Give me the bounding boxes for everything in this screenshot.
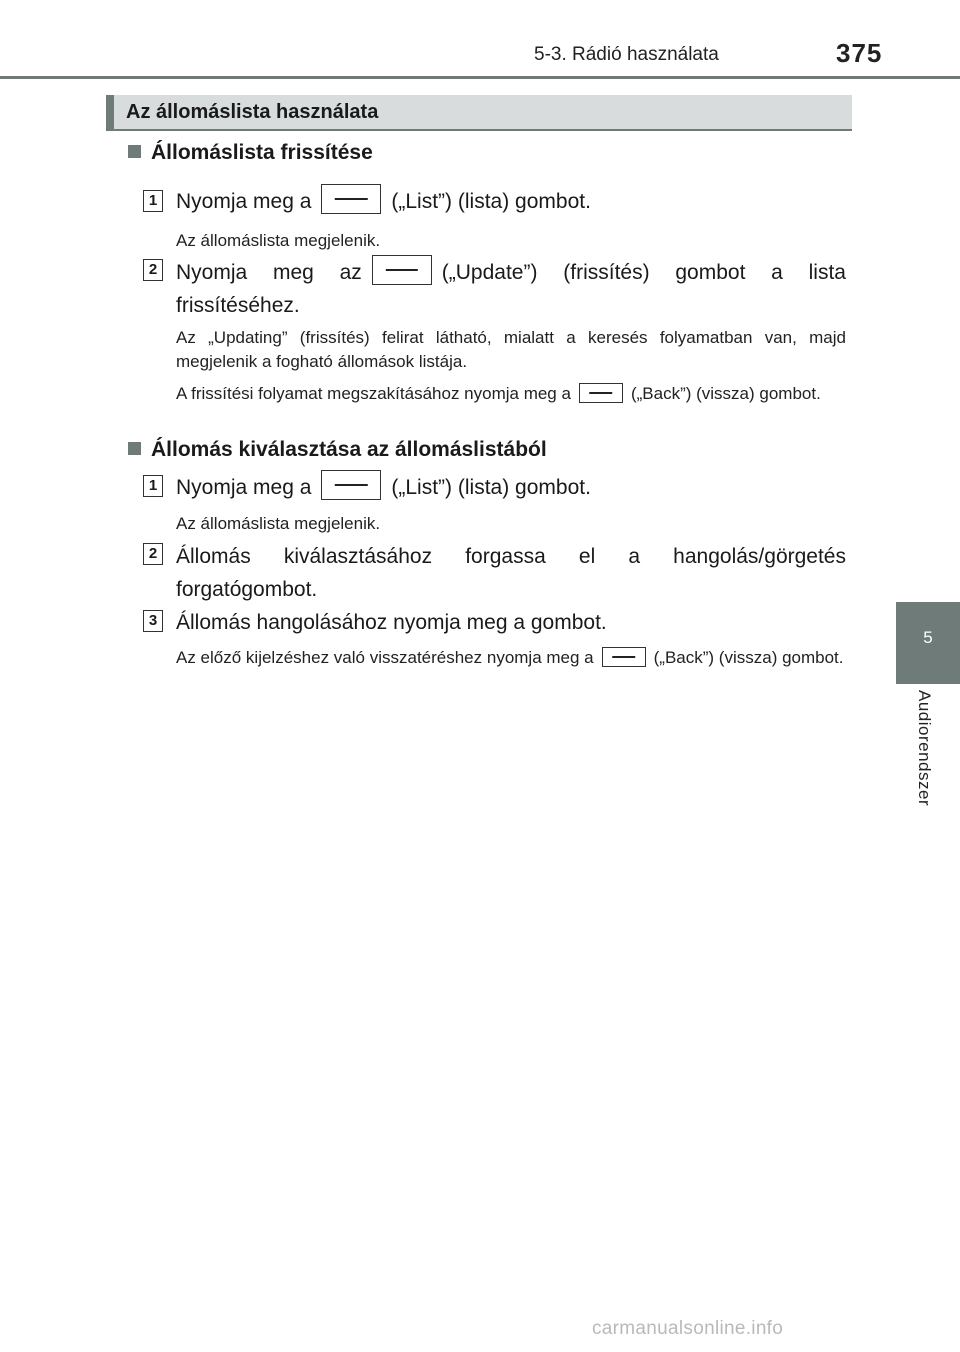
square-bullet-icon [128, 145, 141, 158]
section-heading-bar [106, 95, 852, 131]
step-text: Állomás kiválasztásához forgassa el a hangolás/görgetés forgatógombot. [176, 545, 846, 601]
step-number: 2 [143, 543, 163, 565]
subsection-heading: Állomáslista frissítése [128, 141, 373, 165]
step-text: Nyomja meg a („List”) (lista) gombot. [176, 185, 846, 218]
step-note: Az előző kijelzéshez való visszatéréshez nyomja meg a („Back”) (vissza) gombot. [176, 648, 844, 667]
step-text: Nyomja meg a („List”) (lista) gombot. [176, 471, 846, 504]
list-button-icon [321, 184, 381, 214]
running-header-section: 5-3. Rádió használata [534, 44, 719, 65]
watermark: carmanualsonline.info [592, 1318, 784, 1339]
back-button-icon [602, 647, 646, 667]
step-note: Az állomáslista megjelenik. [176, 231, 381, 250]
step-number: 1 [143, 475, 163, 497]
header-rule [0, 76, 960, 79]
chapter-number: 5 [923, 628, 933, 647]
step-text: Nyomja meg az („Update”) (frissítés) gombot a lista frissítéséhez. [176, 256, 846, 322]
step-note: A frissítési folyamat megszakításához nyomja meg a („Back”) (vissza) gombot. [176, 384, 821, 403]
subsection-heading: Állomás kiválasztása az állomáslistából [128, 438, 547, 462]
step-number: 3 [143, 610, 163, 632]
step-number: 1 [143, 190, 163, 212]
step-text: Állomás hangolásához nyomja meg a gombot. [176, 611, 607, 634]
step-note: Az „Updating” (frissítés) felirat látható, mialatt a keresés folyamatban van, majd megjelenik a fogható állomások listája. [176, 328, 846, 371]
square-bullet-icon [128, 442, 141, 455]
chapter-tab [896, 602, 960, 684]
chapter-label: Audiorendszer [915, 690, 934, 807]
list-button-icon [321, 470, 381, 500]
update-button-icon [372, 255, 432, 285]
step-number: 2 [143, 259, 163, 281]
step-note: Az állomáslista megjelenik. [176, 514, 381, 533]
back-button-icon [579, 383, 623, 403]
page-number: 375 [836, 38, 883, 68]
section-title: Az állomáslista használata [126, 101, 379, 123]
